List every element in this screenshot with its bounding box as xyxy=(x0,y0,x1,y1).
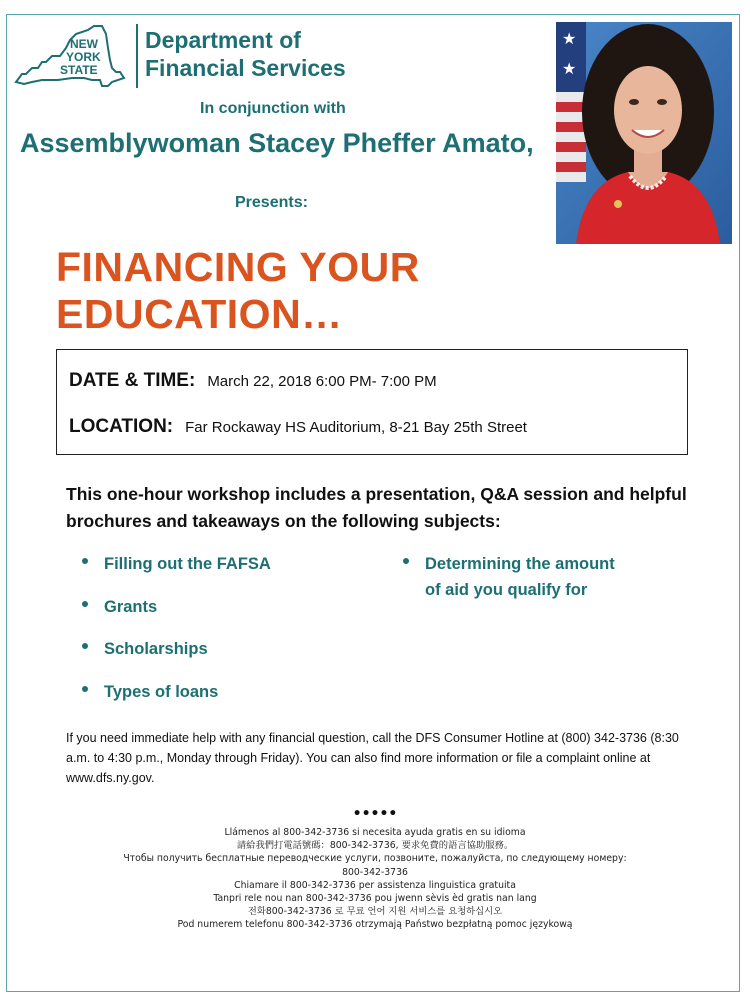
date-time-row xyxy=(69,370,437,392)
language-line-russian-number: 800-342-3736 xyxy=(342,866,408,878)
event-details-box xyxy=(56,349,688,455)
language-line-korean: 전화800-342-3736 로 무료 언어 지원 서비스를 요청하십시오 xyxy=(247,906,503,918)
headline-line-2: EDUCATION… xyxy=(56,291,343,337)
language-line-chinese: 請給我們打電話號碼：800-342-3736, 要求免費的語言協助服務。 xyxy=(236,840,514,852)
bullet-icon xyxy=(403,558,409,564)
location-value: Far Rockaway HS Auditorium, 8-21 Bay 25th Street xyxy=(185,419,527,436)
sponsor-name: Assemblywoman Stacey Pheffer Amato, xyxy=(20,128,534,158)
topic-label: Types of loans xyxy=(104,683,219,701)
agency-line-1: Department of xyxy=(145,27,301,53)
topic-label: Filling out the FAFSA xyxy=(104,555,271,573)
logo-word-york: YORK xyxy=(66,50,101,64)
language-assistance-list xyxy=(0,826,750,932)
topic-label-line-1: Determining the amount xyxy=(425,555,615,573)
headline xyxy=(56,244,420,338)
topic-label-line-2: of aid you qualify for xyxy=(425,581,588,599)
bullet-icon xyxy=(82,686,88,692)
agency-line-2: Financial Services xyxy=(145,55,346,81)
language-line-polish: Pod numerem telefonu 800-342-3736 otrzymają Państwo bezpłatną pomoc językową xyxy=(177,919,573,931)
new-york-state-logo xyxy=(12,22,132,94)
language-line-spanish: Llámenos al 800-342-3736 si necesita ayuda gratis en su idioma xyxy=(224,827,526,838)
date-time-value: March 22, 2018 6:00 PM- 7:00 PM xyxy=(207,373,437,390)
headline-line-1: FINANCING YOUR xyxy=(56,244,420,290)
logo-divider xyxy=(136,24,138,88)
language-line-russian: Чтобы получить бесплатные переводческие услуги, позвоните, пожалуйста, по следующему номеру: xyxy=(123,853,627,865)
svg-text:★: ★ xyxy=(562,59,577,78)
workshop-intro: This one-hour workshop includes a presentation, Q&A session and helpful brochures and takeaways on the following subjects: xyxy=(66,484,687,531)
conjunction-text: In conjunction with xyxy=(200,100,346,117)
presents-text: Presents: xyxy=(235,194,308,211)
bullet-icon xyxy=(82,643,88,649)
date-time-label: DATE & TIME: xyxy=(69,370,196,391)
topic-label: Scholarships xyxy=(104,640,208,658)
separator-dots: ••••• xyxy=(352,806,398,822)
location-row xyxy=(69,416,527,438)
bullet-icon xyxy=(82,558,88,564)
sponsor-portrait-photo xyxy=(556,22,732,244)
language-line-italian: Chiamare il 800-342-3736 per assistenza linguistica gratuita xyxy=(234,879,516,891)
location-label: LOCATION: xyxy=(69,416,174,437)
logo-word-state: STATE xyxy=(60,63,98,77)
language-line-haitian-creole: Tanpri rele nou nan 800-342-3736 pou jwenn sèvis èd gratis nan lang xyxy=(213,893,537,905)
svg-text:★: ★ xyxy=(562,29,577,48)
hotline-paragraph: If you need immediate help with any financial question, call the DFS Consumer Hotline at (800) 342-3736 (8:30 a.m. to 4:30 p.m., Monday through Friday). You can also find more information or file a complaint online at www.dfs.ny.gov. xyxy=(66,731,679,785)
topic-label: Grants xyxy=(104,598,158,616)
bullet-icon xyxy=(82,601,88,607)
agency-name xyxy=(145,26,346,82)
logo-word-new: NEW xyxy=(70,37,98,51)
